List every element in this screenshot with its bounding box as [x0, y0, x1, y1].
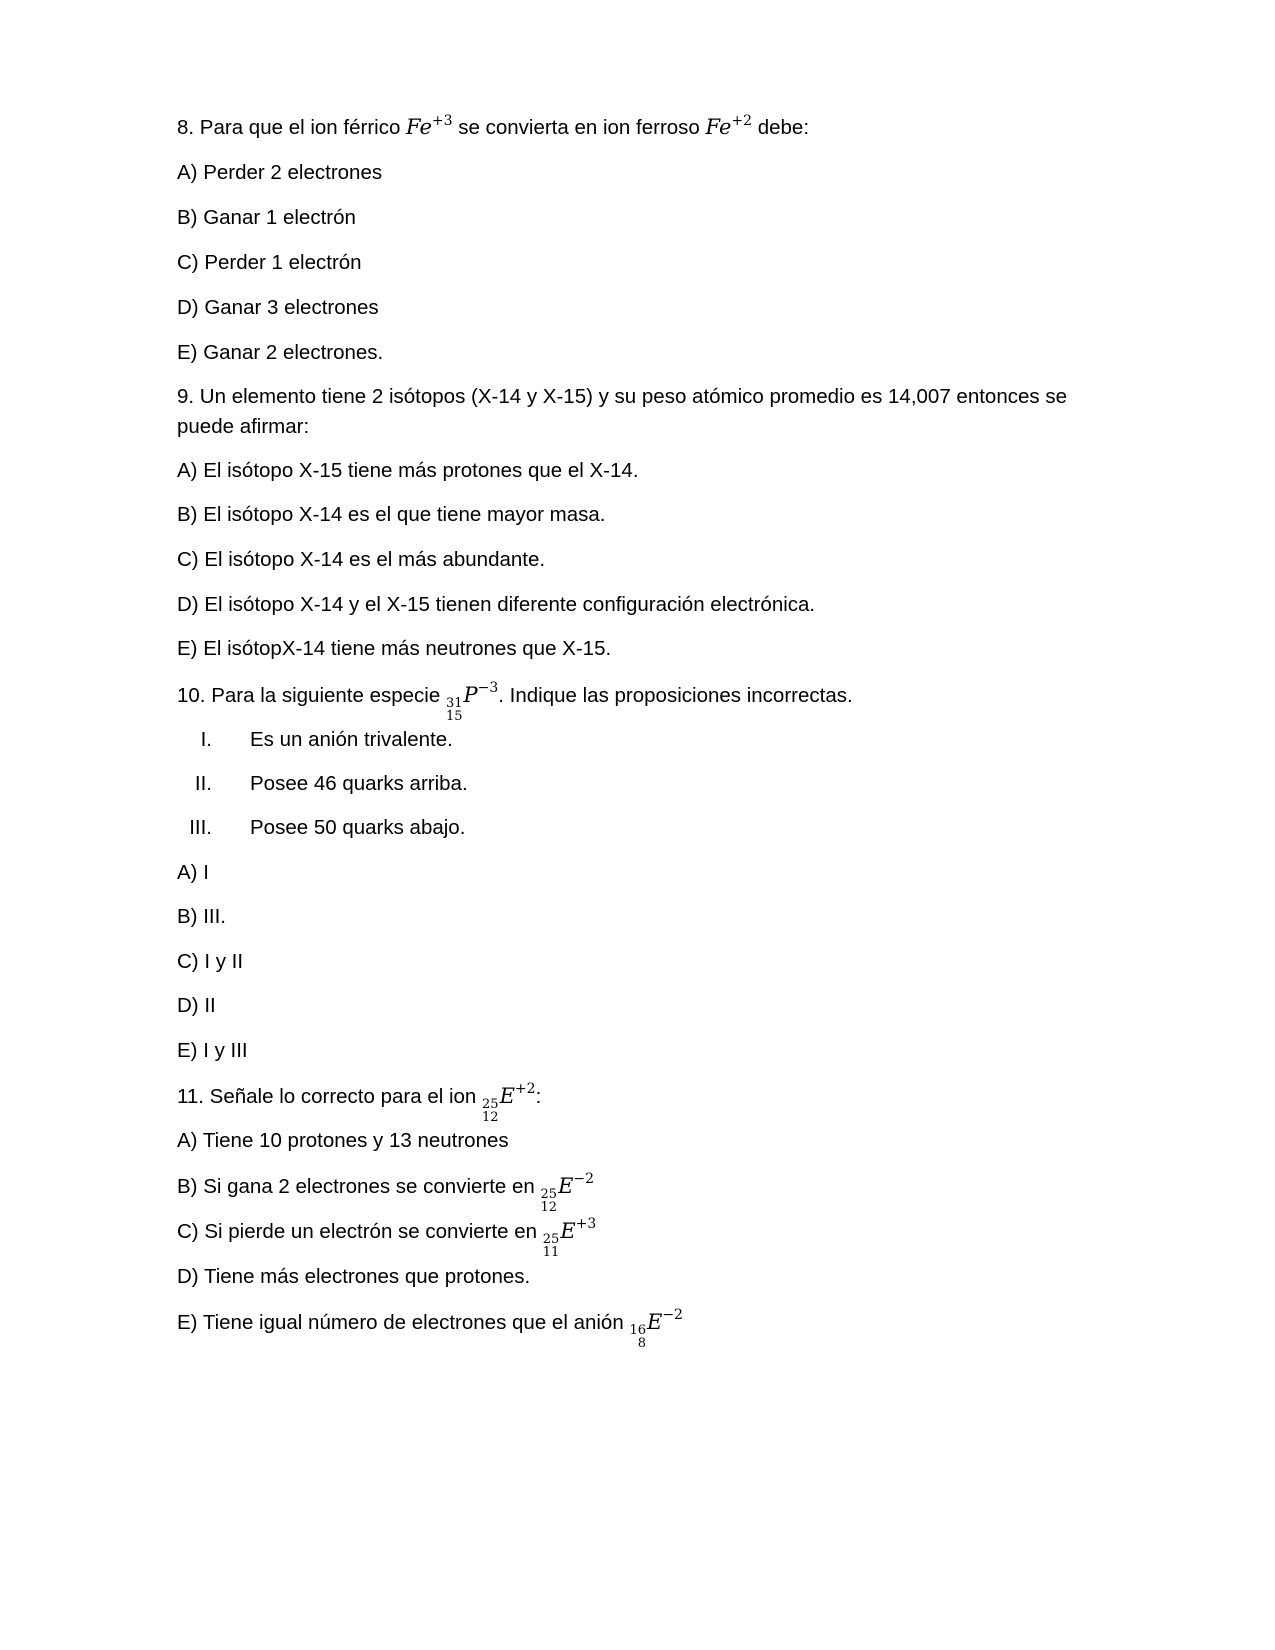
- q9-option-a: A) El isótopo X-15 tiene más protones que el X-14.: [177, 459, 639, 482]
- q8-ion2-symbol: Fe: [705, 115, 732, 139]
- q10-prop-1-text: Es un anión trivalente.: [250, 728, 453, 751]
- q9-stem: 9. Un elemento tiene 2 isótopos (X-14 y X-15) y su peso atómico promedio es 14,007 entonces se puede afirmar:: [177, 385, 1067, 438]
- q10-prop-2-numeral: II.: [194, 772, 212, 795]
- q8-stem-text-b: se convierta en ion ferroso: [452, 116, 706, 139]
- q9-option-d: D) El isótopo X-14 y el X-15 tienen diferente configuración electrónica.: [177, 593, 816, 616]
- q10-stem: [177, 680, 853, 723]
- q11-option-e-ion-atomic: 8: [637, 1336, 646, 1351]
- q8-option-e: E) Ganar 2 electrones.: [177, 341, 384, 364]
- q9-option-e: E) El isótopX-14 tiene más neutrones que X-15.: [177, 637, 612, 660]
- q11-option-c-ion-charge: +3: [575, 1216, 597, 1232]
- q11-stem-text-b: :: [535, 1085, 542, 1108]
- q8-stem-text-a: 8. Para que el ion férrico: [177, 116, 407, 139]
- q10-option-d: D) II: [177, 994, 216, 1017]
- q10-option-a: A) I: [177, 861, 209, 884]
- q10-stem-text-a: 10. Para la siguiente especie: [177, 684, 446, 707]
- q9-option-b: B) El isótopo X-14 es el que tiene mayor masa.: [177, 503, 606, 526]
- q11-option-c-ion-atomic: 11: [542, 1245, 560, 1260]
- q11-option-e-ion-symbol: E: [646, 1310, 663, 1334]
- q10-prop-3-numeral: III.: [189, 816, 212, 839]
- q10-option-c: C) I y II: [177, 950, 244, 973]
- q11-option-b: [177, 1171, 594, 1214]
- q10-option-e: E) I y III: [177, 1039, 248, 1062]
- q11-ion-charge: +2: [514, 1081, 536, 1097]
- q11-option-d: D) Tiene más electrones que protones.: [177, 1265, 531, 1288]
- q8-stem: [177, 112, 809, 143]
- q11-option-b-ion-mass: 25: [540, 1187, 558, 1202]
- q10-species-atomic: 15: [445, 709, 463, 724]
- q10-species-symbol: P: [463, 683, 478, 707]
- q11-option-e-ion-charge: −2: [662, 1307, 683, 1323]
- q8-ion1: [406, 115, 453, 139]
- q10-prop-3-text: Posee 50 quarks abajo.: [250, 816, 466, 839]
- q8-ion1-symbol: Fe: [406, 115, 432, 139]
- q11-option-b-ion-charge: −2: [573, 1171, 595, 1187]
- q8-ion2-charge: +2: [731, 113, 753, 129]
- q11-ion-symbol: E: [499, 1084, 515, 1108]
- q11-option-c-ion: [543, 1216, 597, 1259]
- q11-ion: [482, 1081, 536, 1124]
- q10-species: [446, 680, 498, 723]
- q10-species-mass: 31: [445, 696, 463, 711]
- q11-option-c-text: C) Si pierde un electrón se convierte en: [177, 1220, 543, 1243]
- q11-option-e-text: E) Tiene igual número de electrones que el anión: [177, 1311, 630, 1334]
- q10-stem-text-b: . Indique las proposiciones incorrectas.: [498, 684, 853, 707]
- q11-option-b-ion: [541, 1171, 595, 1214]
- q11-stem-text-a: 11. Señale lo correcto para el ion: [177, 1085, 483, 1108]
- q10-prop-1-numeral: I.: [200, 728, 212, 751]
- q8-stem-text-c: debe:: [752, 116, 810, 139]
- q11-option-e: [177, 1307, 683, 1350]
- q9-option-c: C) El isótopo X-14 es el más abundante.: [177, 548, 546, 571]
- q8-option-b: B) Ganar 1 electrón: [177, 206, 356, 229]
- q11-stem: [177, 1081, 541, 1124]
- q10-prop-2-text: Posee 46 quarks arriba.: [250, 772, 468, 795]
- q11-option-c-ion-mass: 25: [542, 1232, 560, 1247]
- q11-option-e-ion: [629, 1307, 683, 1350]
- q10-species-charge: −3: [477, 680, 499, 696]
- q8-ion2: [706, 115, 753, 139]
- q11-option-b-ion-atomic: 12: [540, 1200, 558, 1215]
- q8-ion1-charge: +3: [431, 113, 453, 129]
- q11-option-b-ion-symbol: E: [558, 1174, 574, 1198]
- q10-option-b: B) III.: [177, 905, 226, 928]
- q11-option-a: A) Tiene 10 protones y 13 neutrones: [177, 1129, 509, 1152]
- q8-option-d: D) Ganar 3 electrones: [177, 296, 379, 319]
- q11-option-b-text: B) Si gana 2 electrones se convierte en: [177, 1175, 541, 1198]
- q8-option-a: A) Perder 2 electrones: [177, 161, 383, 184]
- q11-ion-mass: 25: [482, 1097, 499, 1112]
- q11-ion-atomic: 12: [482, 1110, 499, 1125]
- q11-option-c-ion-symbol: E: [560, 1219, 576, 1243]
- q11-option-e-ion-mass: 16: [629, 1323, 646, 1338]
- q11-option-c: [177, 1216, 596, 1259]
- q8-option-c: C) Perder 1 electrón: [177, 251, 362, 274]
